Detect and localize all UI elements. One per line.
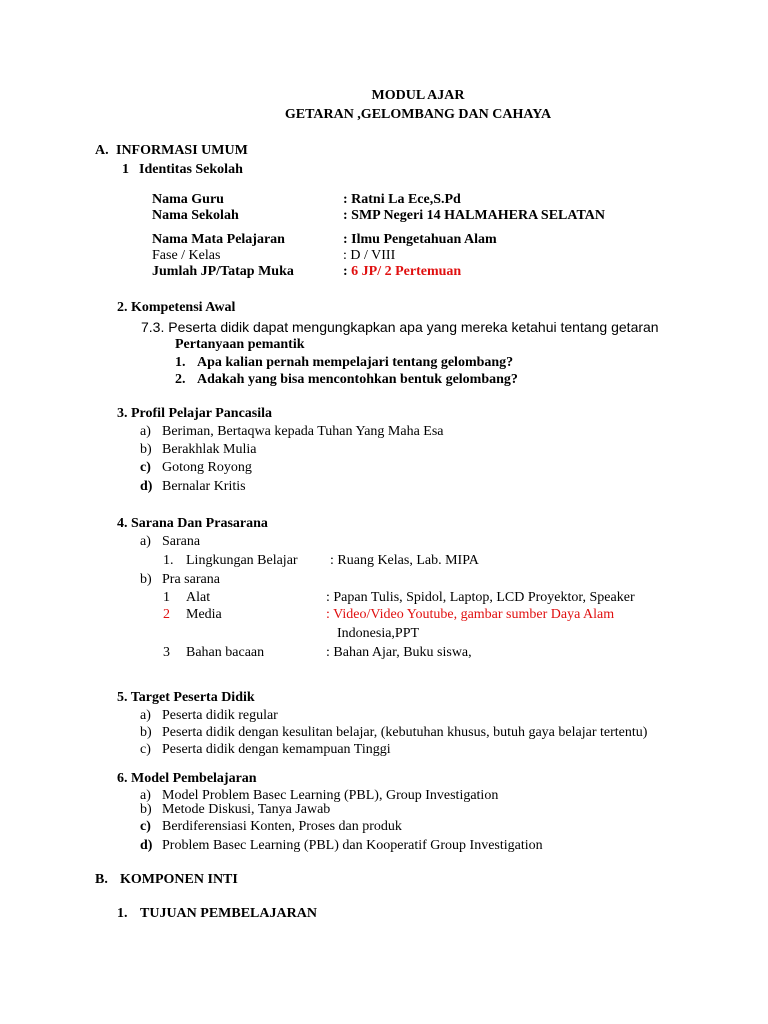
target-heading: 5. Target Peserta Didik: [117, 690, 255, 705]
sarana-b2-label: Media: [186, 607, 222, 622]
sarana-b1-value: : Papan Tulis, Spidol, Laptop, LCD Proyektor, Speaker: [326, 590, 635, 605]
section-b-letter: B.: [95, 872, 108, 887]
info-value-nama-sekolah: : SMP Negeri 14 HALMAHERA SELATAN: [343, 208, 605, 223]
target-item: Peserta didik dengan kemampuan Tinggi: [162, 742, 391, 757]
sarana-b-marker: b): [140, 572, 152, 587]
model-item: Model Problem Basec Learning (PBL), Group Investigation: [162, 788, 499, 803]
question-number: 1.: [175, 355, 186, 370]
profil-item: Bernalar Kritis: [162, 479, 246, 494]
profil-marker: c): [140, 460, 151, 475]
section-a-letter: A.: [95, 143, 109, 158]
info-label-fase-kelas: Fase / Kelas: [152, 248, 221, 263]
info-value-nama-guru: : Ratni La Ece,S.Pd: [343, 192, 461, 207]
info-value-prefix: :: [343, 264, 352, 279]
sarana-b3-value: : Bahan Ajar, Buku siswa,: [326, 645, 472, 660]
info-value-fase-kelas: : D / VIII: [343, 248, 396, 263]
model-marker: d): [140, 838, 153, 853]
sarana-b-label: Pra sarana: [162, 572, 220, 587]
tujuan-number: 1.: [117, 906, 128, 921]
section-a-heading: INFORMASI UMUM: [116, 143, 248, 158]
tujuan-heading: TUJUAN PEMBELAJARAN: [140, 906, 317, 921]
identitas-number: 1: [122, 162, 129, 177]
question-number: 2.: [175, 372, 186, 387]
sarana-b1-label: Alat: [186, 590, 211, 605]
document-subtitle: GETARAN ,GELOMBANG DAN CAHAYA: [284, 107, 552, 122]
sarana-b3-label: Bahan bacaan: [186, 645, 265, 660]
target-item: Peserta didik regular: [162, 708, 278, 723]
sarana-b2-number: 2: [163, 607, 170, 622]
model-item: Problem Basec Learning (PBL) dan Kooperatif Group Investigation: [162, 838, 543, 853]
model-marker: c): [140, 819, 151, 834]
info-label-nama-sekolah: Nama Sekolah: [152, 208, 239, 223]
sarana-b2-value-continued: Indonesia,PPT: [337, 626, 420, 641]
sarana-b3-number: 3: [163, 645, 170, 660]
sarana-b2-value: : Video/Video Youtube, gambar sumber Daya Alam: [326, 607, 615, 622]
document-title: MODUL AJAR: [371, 88, 465, 103]
target-item: Peserta didik dengan kesulitan belajar, (kebutuhan khusus, butuh gaya belajar tertentu): [162, 725, 648, 740]
identitas-heading: Identitas Sekolah: [139, 162, 243, 177]
info-label-mata-pelajaran: Nama Mata Pelajaran: [152, 232, 285, 247]
model-marker: a): [140, 788, 151, 803]
profil-item: Berakhlak Mulia: [162, 442, 257, 457]
model-marker: b): [140, 802, 152, 817]
info-label-nama-guru: Nama Guru: [152, 192, 224, 207]
target-marker: a): [140, 708, 151, 723]
sarana-b1-number: 1: [163, 590, 170, 605]
profil-marker: b): [140, 442, 152, 457]
sarana-a1-label: Lingkungan Belajar: [186, 553, 298, 568]
model-item: Metode Diskusi, Tanya Jawab: [162, 802, 331, 817]
sarana-heading: 4. Sarana Dan Prasarana: [117, 516, 268, 531]
profil-marker: a): [140, 424, 151, 439]
sarana-a1-value: : Ruang Kelas, Lab. MIPA: [330, 553, 479, 568]
question-text: Adakah yang bisa mencontohkan bentuk gelombang?: [197, 372, 518, 387]
profil-heading: 3. Profil Pelajar Pancasila: [117, 406, 273, 421]
info-value-jumlah-jp: [343, 264, 461, 280]
sarana-a-label: Sarana: [162, 534, 201, 549]
info-value-jumlah-jp-text: 6 JP/ 2 Pertemuan: [351, 264, 462, 279]
sarana-a-marker: a): [140, 534, 151, 549]
model-heading: 6. Model Pembelajaran: [117, 771, 257, 786]
question-text: Apa kalian pernah mempelajari tentang gelombang?: [197, 355, 514, 370]
kompetensi-statement: 7.3. Peserta didik dapat mengungkapkan apa yang mereka ketahui tentang getaran: [141, 319, 659, 335]
section-b-heading: KOMPONEN INTI: [120, 872, 238, 887]
target-marker: c): [140, 742, 151, 757]
profil-item: Gotong Royong: [162, 460, 252, 475]
info-value-mata-pelajaran: : Ilmu Pengetahuan Alam: [343, 232, 497, 247]
target-marker: b): [140, 725, 152, 740]
kompetensi-heading: 2. Kompetensi Awal: [117, 300, 236, 315]
sarana-a1-number: 1.: [163, 553, 174, 568]
profil-item: Beriman, Bertaqwa kepada Tuhan Yang Maha Esa: [162, 424, 444, 439]
info-label-jumlah-jp: Jumlah JP/Tatap Muka: [152, 264, 294, 279]
profil-marker: d): [140, 479, 153, 494]
pertanyaan-heading: Pertanyaan pemantik: [175, 337, 305, 352]
model-item: Berdiferensiasi Konten, Proses dan produk: [162, 819, 402, 834]
